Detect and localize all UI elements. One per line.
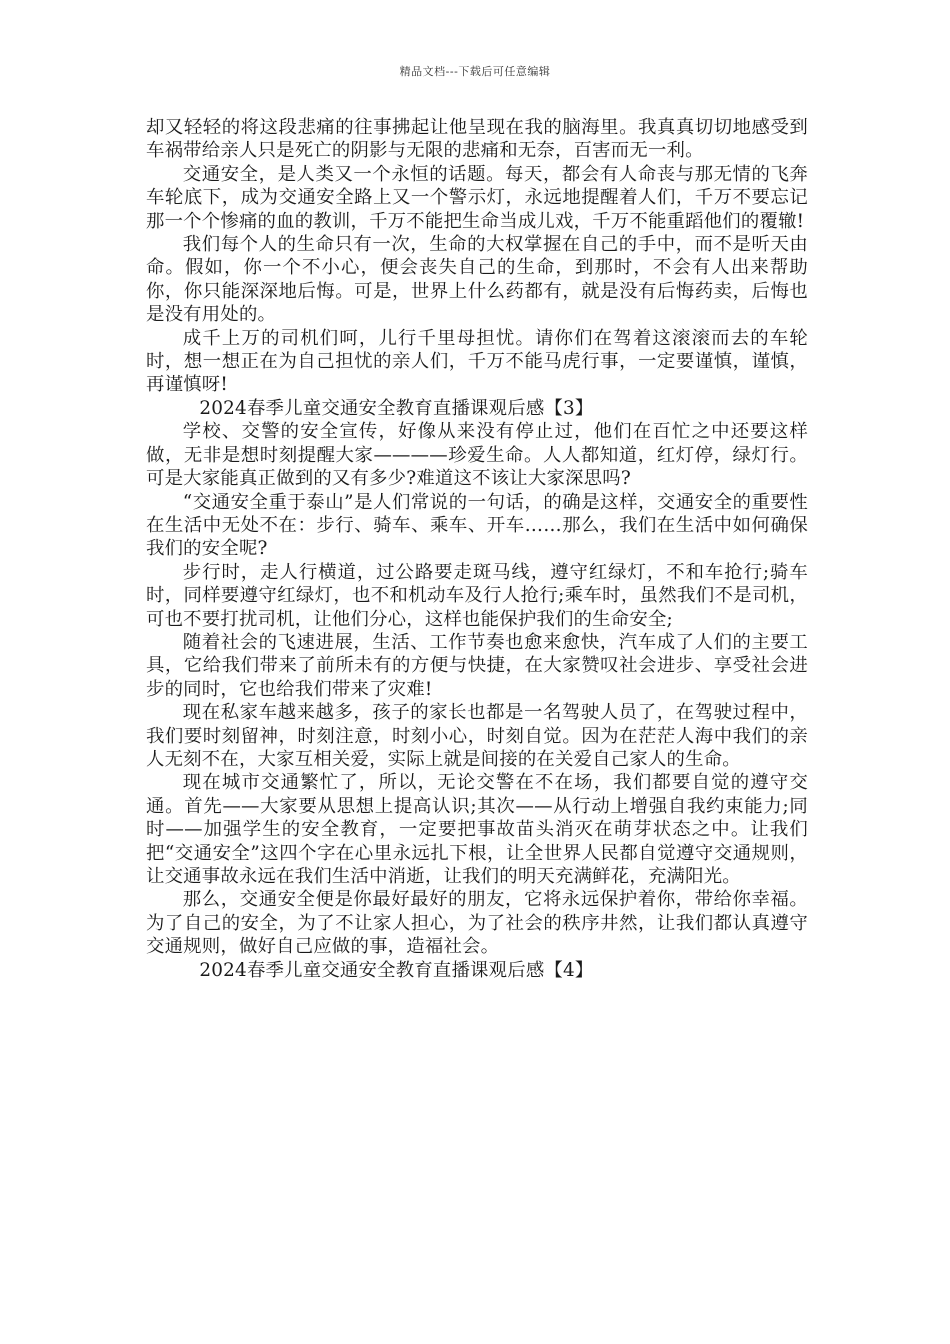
paragraph: 随着社会的飞速进展，生活、工作节奏也愈来愈快，汽车成了人们的主要工具，它给我们带来了前所未有的方便与快捷，在大家赞叹社会进步、享受社会进步的同时，它也给我们带来了灾难! — [146, 631, 808, 700]
document-body — [146, 116, 808, 982]
paragraph: 现在城市交通繁忙了，所以，无论交警在不在场，我们都要自觉的遵守交通。首先——大家要从思想上提高认识;其次——从行动上增强自我约束能力;同时——加强学生的安全教育，一定要把事故苗头消灭在萌芽状态之中。让我们把“交通安全”这四个字在心里永远扎下根，让全世界人民都自觉遵守交通规则，让交通事故永远在我们生活中消逝，让我们的明天充满鲜花，充满阳光。 — [146, 772, 808, 887]
paragraph: 步行时，走人行横道，过公路要走斑马线，遵守红绿灯，不和车抢行;骑车时，同样要遵守红绿灯，也不和机动车及行人抢行;乘车时，虽然我们不是司机，可也不要打扰司机，让他们分心，这样也能保护我们的生命安全; — [146, 561, 808, 630]
paragraph: 成千上万的司机们呵，儿行千里母担忧。请你们在驾着这滚滚而去的车轮时，想一想正在为自己担忧的亲人们，千万不能马虎行事，一定要谨慎，谨慎，再谨慎呀! — [146, 327, 808, 396]
paragraph: 那么，交通安全便是你最好最好的朋友，它将永远保护着你，带给你幸福。为了自己的安全，为了不让家人担心，为了社会的秩序井然，让我们都认真遵守交通规则，做好自己应做的事，造福社会。 — [146, 889, 808, 958]
paragraph: 学校、交警的安全宣传，好像从来没有停止过，他们在百忙之中还要这样做，无非是想时刻提醒大家————珍爱生命。人人都知道，红灯停，绿灯行。可是大家能真正做到的又有多少?难道这不该让大家深思吗? — [146, 421, 808, 490]
section-title-4: 2024春季儿童交通安全教育直播课观后感【4】 — [199, 959, 594, 981]
paragraph: “交通安全重于泰山”是人们常说的一句话，的确是这样，交通安全的重要性在生活中无处不在：步行、骑车、乘车、开车……那么，我们在生活中如何确保我们的安全呢? — [146, 491, 808, 560]
paragraph: 交通安全，是人类又一个永恒的话题。每天，都会有人命丧与那无情的飞奔车轮底下，成为交通安全路上又一个警示灯，永远地提醒着人们，千万不要忘记那一个个惨痛的血的教训，千万不能把生命当成儿戏，千万不能重蹈他们的覆辙! — [146, 163, 808, 232]
paragraph: 现在私家车越来越多，孩子的家长也都是一名驾驶人员了，在驾驶过程中，我们要时刻留神，时刻注意，时刻小心，时刻自觉。因为在茫茫人海中我们的亲人无刻不在，大家互相关爱，实际上就是间接的在关爱自己家人的生命。 — [146, 702, 808, 770]
paragraph-continued: 却又轻轻的将这段悲痛的往事拂起让他呈现在我的脑海里。我真真切切地感受到车祸带给亲人只是死亡的阴影与无限的悲痛和无奈，百害而无一利。 — [146, 117, 808, 162]
page-header: 精品文档---下载后可任意编辑 — [399, 65, 551, 78]
section-title-3: 2024春季儿童交通安全教育直播课观后感【3】 — [199, 397, 594, 419]
paragraph: 我们每个人的生命只有一次，生命的大权掌握在自己的手中，而不是听天由命。假如，你一个不小心，便会丧失自己的生命，到那时，不会有人出来帮助你，你只能深深地后悔。可是，世界上什么药都有，就是没有后悔药卖，后悔也是没有用处的。 — [146, 234, 808, 326]
